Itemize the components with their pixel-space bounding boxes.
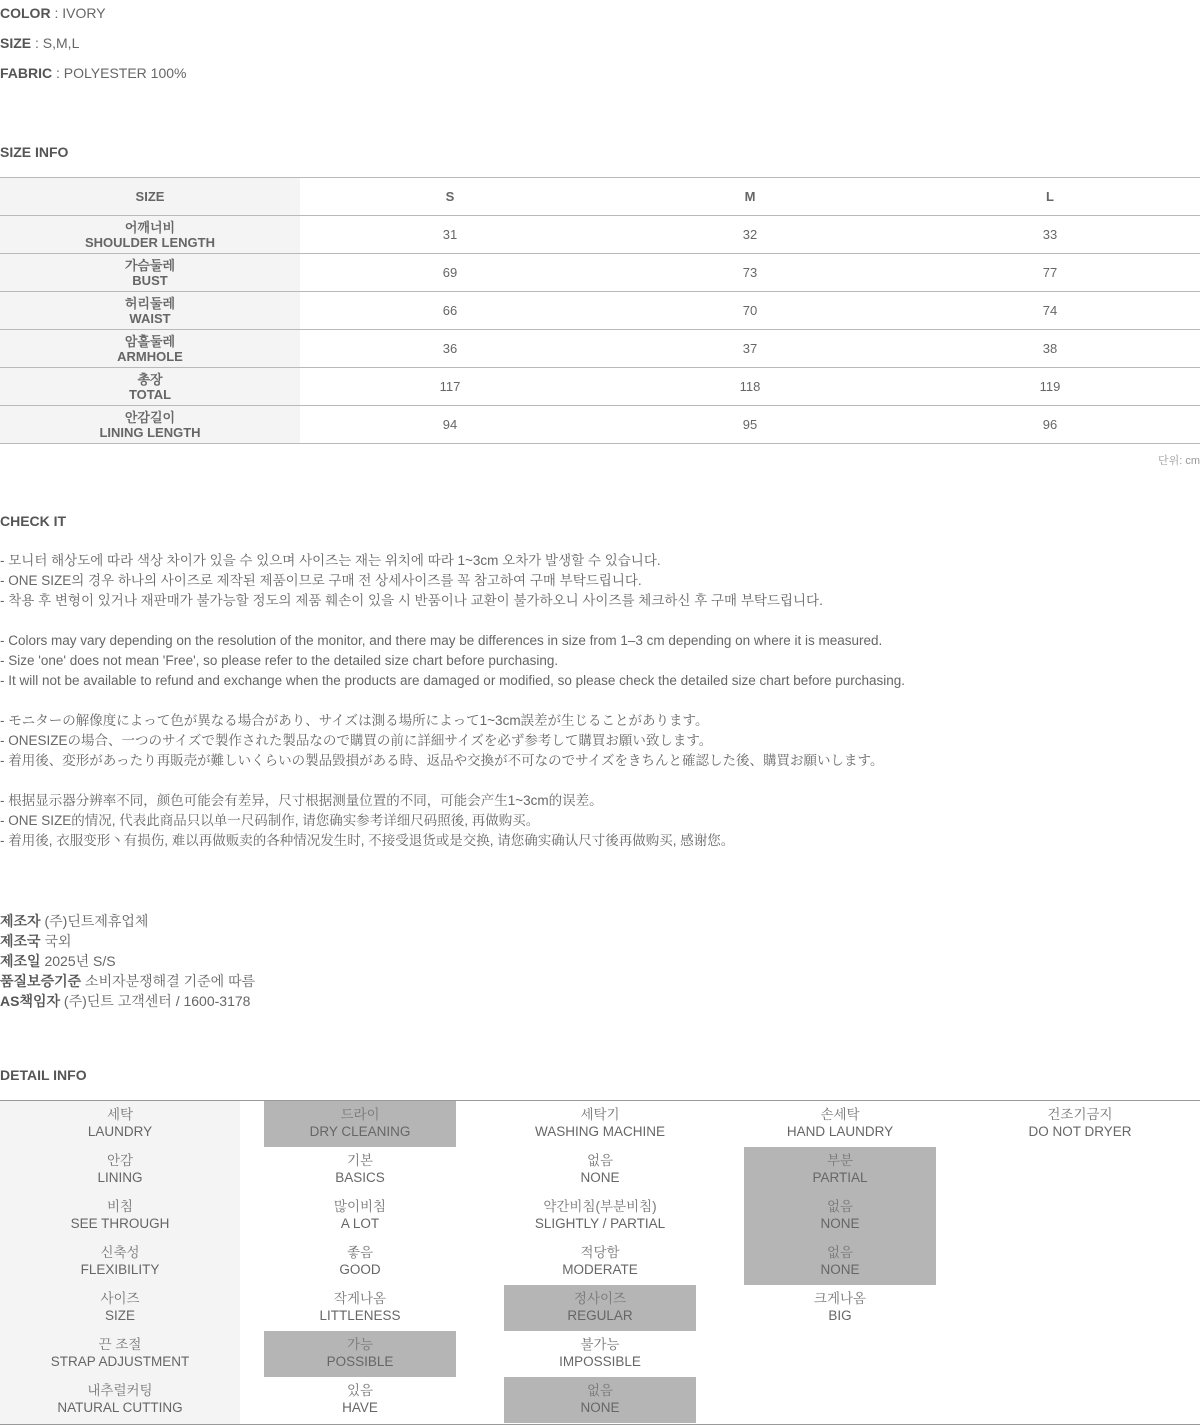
detail-option-selected [264, 1101, 456, 1147]
measurement-label [0, 254, 300, 292]
detail-option [744, 1101, 936, 1147]
measurement-label-ko: 암홀둘레 [124, 333, 176, 349]
measurement-value: 38 [900, 330, 1200, 368]
size-value: : S,M,L [35, 35, 80, 51]
detail-option [264, 1377, 456, 1423]
detail-option [264, 1193, 456, 1239]
detail-option-ko: 좋음 [346, 1245, 374, 1260]
size-table-row [0, 292, 1200, 330]
check-it-line: - Size 'one' does not mean 'Free', so please refer to the detailed size chart before purchasing. [0, 653, 559, 668]
detail-option-selected [504, 1285, 696, 1331]
detail-option-ko: 드라이 [340, 1107, 380, 1122]
detail-option-ko: 적당함 [580, 1245, 620, 1260]
measurement-value: 94 [300, 406, 600, 444]
size-table [0, 177, 1200, 444]
detail-option-selected [504, 1377, 696, 1423]
size-header-label: SIZE [0, 178, 300, 216]
fabric-value: : POLYESTER 100% [56, 65, 187, 81]
measurement-value: 70 [600, 292, 900, 330]
measurement-value: 119 [900, 368, 1200, 406]
unit-note: 단위: cm [1157, 455, 1200, 467]
detail-row-label [24, 1193, 216, 1239]
detail-option [504, 1147, 696, 1193]
detail-option-selected [744, 1147, 936, 1193]
maker-info-label: 제조국 [0, 933, 41, 949]
maker-info-value: 국외 [44, 933, 72, 949]
detail-option-en: WASHING MACHINE [534, 1124, 665, 1139]
detail-option-ko: 없음 [586, 1153, 614, 1168]
measurement-value: 77 [900, 254, 1200, 292]
detail-label-en: NATURAL CUTTING [57, 1400, 183, 1415]
detail-option-ko: 약간비침(부분비침) [543, 1199, 657, 1214]
check-it-line: - 着用後, 衣服变形丶有损伤, 难以再做贩卖的各种情况发生时, 不接受退货或是交换, 请您确实确认尺寸後再做购买, 感谢您。 [0, 833, 735, 848]
measurement-value: 66 [300, 292, 600, 330]
color-value: : IVORY [54, 5, 106, 21]
measurement-value: 36 [300, 330, 600, 368]
detail-option-en: HAVE [342, 1400, 378, 1415]
maker-info-value: 2025년 S/S [44, 953, 116, 969]
check-it-line: - 모니터 해상도에 따라 색상 차이가 있을 수 있으며 사이즈는 재는 위치에 따라 1~3cm 오차가 발생할 수 있습니다. [0, 553, 661, 568]
maker-info-line [0, 971, 255, 991]
measurement-label-en: ARMHOLE [117, 348, 183, 364]
measurement-label-ko: 안감길이 [124, 409, 176, 425]
detail-info-table [0, 1100, 1200, 1425]
measurement-label-en: BUST [132, 272, 168, 288]
check-it-line: - 着用後、変形があったり再販売が難しいくらいの製品毀損がある時、返品や交換が不可なのでサイズをきちんと確認した後、購買お願いします。 [0, 753, 884, 768]
detail-option-en: GOOD [339, 1262, 381, 1277]
measurement-value: 96 [900, 406, 1200, 444]
maker-info-line [0, 931, 255, 951]
measurement-value: 74 [900, 292, 1200, 330]
detail-label-ko: 세탁 [106, 1107, 134, 1122]
size-header-s: S [300, 178, 600, 216]
detail-option-ko: 없음 [826, 1245, 854, 1260]
measurement-value: 117 [300, 368, 600, 406]
maker-info-label: 품질보증기준 [0, 973, 82, 989]
detail-label-ko: 끈 조절 [98, 1337, 142, 1352]
detail-label-ko: 사이즈 [100, 1291, 140, 1306]
maker-info-line [0, 951, 255, 971]
detail-option-en: NONE [580, 1170, 620, 1185]
detail-option-ko: 작게나옴 [333, 1291, 387, 1306]
detail-option [504, 1193, 696, 1239]
detail-label-en: STRAP ADJUSTMENT [50, 1354, 190, 1369]
measurement-label [0, 330, 300, 368]
detail-option [264, 1285, 456, 1331]
maker-info-label: 제조자 [0, 913, 41, 929]
detail-option-ko: 없음 [586, 1383, 614, 1398]
size-info-title: SIZE INFO [0, 144, 69, 160]
size-info-line [0, 34, 79, 52]
detail-option-ko: 건조기금지 [1047, 1107, 1113, 1122]
check-it-line: - It will not be available to refund and exchange when the products are damaged or modified, so please check the detailed size chart before purchasing. [0, 673, 906, 688]
maker-info-value: 소비자분쟁해결 기준에 따름 [85, 973, 256, 989]
detail-option-ko: 손세탁 [820, 1107, 860, 1122]
measurement-label [0, 292, 300, 330]
detail-option-en: NONE [820, 1216, 860, 1231]
maker-info [0, 911, 255, 1011]
detail-info-title: DETAIL INFO [0, 1067, 87, 1083]
detail-option-ko: 있음 [346, 1383, 374, 1398]
detail-label-ko: 비침 [106, 1199, 134, 1214]
detail-label-en: SEE THROUGH [70, 1216, 170, 1231]
detail-option [264, 1147, 456, 1193]
detail-option-selected [264, 1331, 456, 1377]
maker-info-label: 제조일 [0, 953, 41, 969]
measurement-label-ko: 허리둘레 [124, 295, 176, 311]
detail-option-en: REGULAR [567, 1308, 633, 1323]
size-table-row [0, 406, 1200, 444]
measurement-value: 32 [600, 216, 900, 254]
fabric-label: FABRIC [0, 65, 53, 81]
check-it-line [0, 611, 905, 631]
detail-row-label [24, 1377, 216, 1423]
check-it-line: - モニターの解像度によって色が異なる場合があり、サイズは測る場所によって1~3cm誤差が生じることがあります。 [0, 713, 709, 728]
measurement-label-ko: 어깨너비 [124, 219, 176, 235]
detail-option-ko: 크게나옴 [813, 1291, 867, 1306]
detail-label-en: LAUNDRY [87, 1124, 153, 1139]
detail-option-en: DRY CLEANING [309, 1124, 411, 1139]
detail-option-selected [744, 1193, 936, 1239]
measurement-value: 33 [900, 216, 1200, 254]
maker-info-label: AS책임자 [0, 993, 61, 1009]
maker-info-value: (주)딘트제휴업체 [44, 913, 149, 929]
measurement-label [0, 368, 300, 406]
detail-option-ko: 기본 [346, 1153, 374, 1168]
detail-option [504, 1239, 696, 1285]
detail-option-ko: 가능 [346, 1337, 374, 1352]
detail-option [504, 1101, 696, 1147]
measurement-value: 118 [600, 368, 900, 406]
measurement-label-en: WAIST [129, 310, 171, 326]
measurement-label-en: SHOULDER LENGTH [85, 234, 215, 250]
detail-option-selected [744, 1239, 936, 1285]
measurement-value: 73 [600, 254, 900, 292]
detail-row-label [24, 1239, 216, 1285]
detail-option-en: HAND LAUNDRY [786, 1124, 894, 1139]
detail-option [744, 1285, 936, 1331]
check-it-line: - ONE SIZE的情况, 代表此商品只以单一尺码制作, 请您确实参考详细尺码照後, 再做购买。 [0, 813, 540, 828]
detail-option-en: BASICS [335, 1170, 385, 1185]
check-it-title: CHECK IT [0, 513, 67, 529]
detail-row-label [24, 1331, 216, 1377]
size-header-m: M [600, 178, 900, 216]
detail-option-en: LITTLENESS [319, 1308, 401, 1323]
maker-info-line [0, 911, 255, 931]
check-it-line: - ONE SIZE의 경우 하나의 사이즈로 제작된 제품이므로 구매 전 상세사이즈를 꼭 참고하여 구매 부탁드립니다. [0, 573, 642, 588]
check-it-notes [0, 551, 905, 851]
detail-option-ko: 불가능 [580, 1337, 620, 1352]
detail-option-ko: 없음 [826, 1199, 854, 1214]
detail-option [504, 1331, 696, 1377]
measurement-label-en: LINING LENGTH [99, 424, 201, 440]
detail-option [984, 1101, 1176, 1147]
detail-option-en: A LOT [340, 1216, 380, 1231]
color-info [0, 4, 106, 22]
maker-info-line [0, 991, 255, 1011]
check-it-line: - Colors may vary depending on the resolution of the monitor, and there may be differences in size from 1–3 cm depending on where it is measured. [0, 633, 883, 648]
measurement-label-ko: 총장 [137, 371, 163, 387]
measurement-value: 95 [600, 406, 900, 444]
measurement-value: 69 [300, 254, 600, 292]
color-label: COLOR [0, 5, 51, 21]
measurement-label-ko: 가슴둘레 [124, 257, 176, 273]
detail-option-en: PARTIAL [812, 1170, 868, 1185]
detail-option-en: SLIGHTLY / PARTIAL [534, 1216, 666, 1231]
detail-option-ko: 세탁기 [580, 1107, 620, 1122]
detail-label-en: SIZE [104, 1308, 135, 1323]
detail-option-ko: 부분 [826, 1153, 854, 1168]
size-table-header-row [0, 178, 1200, 216]
size-table-row [0, 254, 1200, 292]
detail-row-label [24, 1285, 216, 1331]
detail-option-ko: 많이비침 [333, 1199, 387, 1214]
measurement-label [0, 406, 300, 444]
detail-option-en: POSSIBLE [326, 1354, 394, 1369]
size-label: SIZE [0, 35, 32, 51]
detail-option-en: MODERATE [562, 1262, 638, 1277]
detail-option-en: DO NOT DRYER [1028, 1124, 1132, 1139]
detail-option-en: NONE [820, 1262, 860, 1277]
size-table-row [0, 330, 1200, 368]
size-header-l: L [900, 178, 1200, 216]
detail-option-en: BIG [828, 1308, 852, 1323]
detail-option-en: IMPOSSIBLE [559, 1354, 641, 1369]
check-it-line: - 착용 후 변형이 있거나 재판매가 불가능할 정도의 제품 훼손이 있을 시 반품이나 교환이 불가하오니 사이즈를 체크하신 후 구매 부탁드립니다. [0, 593, 823, 608]
check-it-line [0, 691, 905, 711]
detail-label-ko: 안감 [106, 1153, 134, 1168]
detail-option [264, 1239, 456, 1285]
detail-label-ko: 신축성 [100, 1245, 140, 1260]
check-it-line [0, 771, 905, 791]
measurement-label-en: TOTAL [128, 386, 172, 402]
check-it-line: - 根据显示器分辨率不同，颜色可能会有差异，尺寸根据测量位置的不同，可能会产生1~3cm的误差。 [0, 793, 603, 808]
size-table-row [0, 216, 1200, 254]
detail-option-en: NONE [580, 1400, 620, 1415]
detail-label-en: LINING [97, 1170, 143, 1185]
detail-row-label [24, 1147, 216, 1193]
detail-row-label [24, 1101, 216, 1147]
fabric-info [0, 64, 186, 82]
detail-label-en: FLEXIBILITY [80, 1262, 160, 1277]
measurement-value: 37 [600, 330, 900, 368]
measurement-label [0, 216, 300, 254]
detail-option-ko: 정사이즈 [573, 1291, 627, 1306]
size-table-row [0, 368, 1200, 406]
detail-label-ko: 내추럴커팅 [87, 1383, 153, 1398]
measurement-value: 31 [300, 216, 600, 254]
check-it-line: - ONESIZEの場合、一つのサイズで製作された製品なので購買の前に詳細サイズを必ず参考して購買お願い致します。 [0, 733, 713, 748]
maker-info-value: (주)딘트 고객센터 / 1600-3178 [63, 993, 251, 1009]
